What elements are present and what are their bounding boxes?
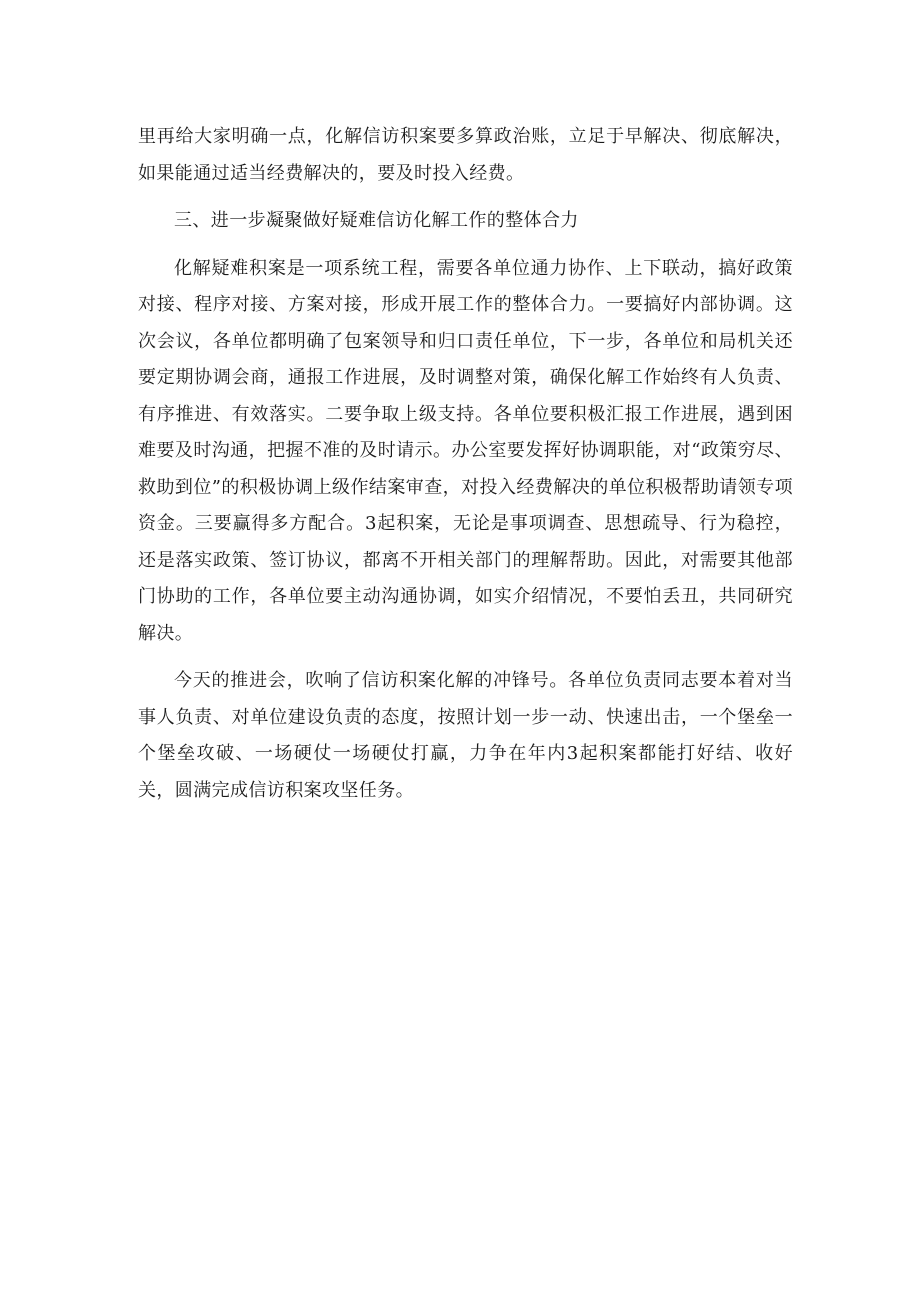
section-heading-3: 三、进一步凝聚做好疑难信访化解工作的整体合力 xyxy=(174,210,579,231)
paragraph-conclusion: 今天的推进会，吹响了信访积案化解的冲锋号。各单位负责同志要本着对当事人负责、对单位建设负责的态度，按照计划一步一动、快速出击，一个堡垒一个堡垒攻破、一场硬仗一场硬仗打赢，力争在年内3起积案都能打好结、收好关，圆满完成信访积案攻坚任务。 xyxy=(138,670,793,801)
paragraph-coordination: 化解疑难积案是一项系统工程，需要各单位通力协作、上下联动，搞好政策对接、程序对接、方案对接，形成开展工作的整体合力。一要搞好内部协调。这次会议，各单位都明确了包案领导和归口责任单位，下一步，各单位和局机关还要定期协调会商，通报工作进展，及时调整对策，确保化解工作始终有人负责、有序推进、有效落实。二要争取上级支持。各单位要积极汇报工作进展，遇到困难要及时沟通，把握不准的及时请示。办公室要发挥好协调职能，对“政策穷尽、救助到位”的积极协调上级作结案审查，对投入经费解决的单位积极帮助请领专项资金。三要赢得多方配合。3起积案，无论是事项调查、思想疏导、行为稳控，还是落实政策、签订协议，都离不开相关部门的理解帮助。因此，对需要其他部门协助的工作，各单位要主动沟通协调，如实介绍情况，不要怕丢丑，共同研究解决。 xyxy=(138,257,793,644)
paragraph-continuation: 里再给大家明确一点，化解信访积案要多算政治账，立足于早解决、彻底解决，如果能通过适当经费解决的，要及时投入经费。 xyxy=(138,126,793,184)
document-body xyxy=(138,119,793,809)
